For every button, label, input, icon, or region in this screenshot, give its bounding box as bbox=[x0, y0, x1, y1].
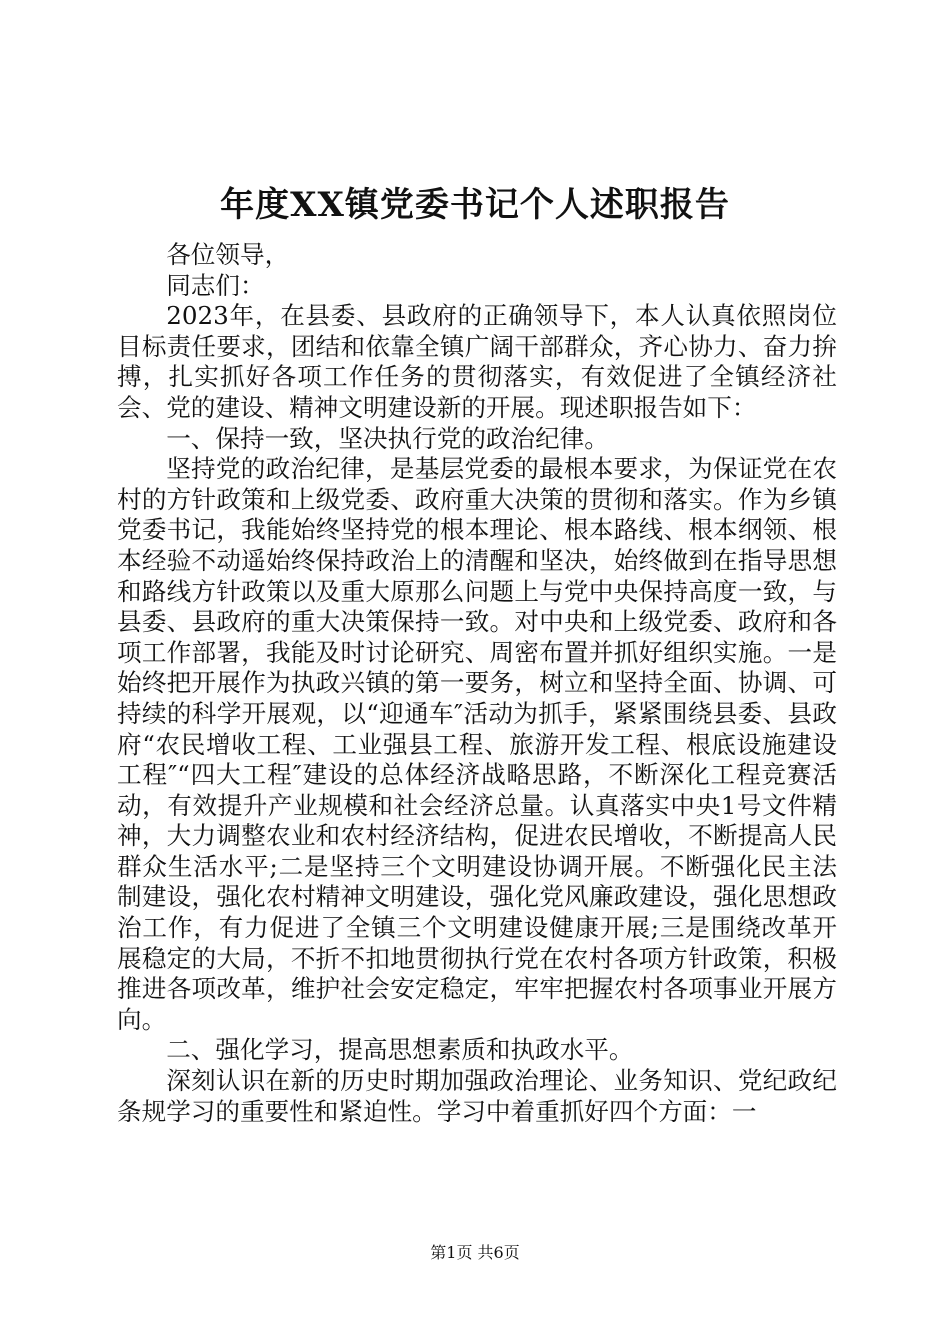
section-heading-1: 一、保持一致，坚决执行党的政治纪律。 bbox=[166, 423, 609, 453]
salutation-leaders: 各位领导， bbox=[166, 240, 290, 269]
intro-paragraph: 2023年，在县委、县政府的正确领导下，本人认真依照岗位目标责任要求，团结和依靠全镇广阔干部群众，齐心协力、奋力拚搏，扎实抓好各项工作任务的贯彻落实，有效促进了全镇经济社会、党的建设、精神文明建设新的开展。现述职报告如下： bbox=[117, 301, 837, 422]
section-1-paragraph: 坚持党的政治纪律，是基层党委的最根本要求，为保证党在农村的方针政策和上级党委、政府重大决策的贯彻和落实。作为乡镇党委书记，我能始终坚持党的根本理论、根本路线、根本纲领、根本经验不动遥始终保持政治上的清醒和坚决，始终做到在指导思想和路线方针政策以及重大原那么问题上与党中央保持高度一致，与县委、县政府的重大决策保持一致。对中央和上级党委、政府和各项工作部署，我能及时讨论研究、周密布置并抓好组织实施。一是始终把开展作为执政兴镇的第一要务，树立和坚持全面、协调、可持续的科学开展观，以“迎通车″活动为抓手，紧紧围绕县委、县政府“农民增收工程、工业强县工程、旅游开发工程、根底设施建设工程″“四大工程″建设的总体经济战略思路，不断深化工程竞赛活动，有效提升产业规模和社会经济总量。认真落实中央1号文件精神，大力调整农业和农村经济结构，促进农民增收，不断提高人民群众生活水平;二是坚持三个文明建设协调开展。不断强化民主法制建设，强化农村精神文明建设，强化党风廉政建设，强化思想政治工作，有力促进了全镇三个文明建设健康开展;三是围绕改革开展稳定的大局，不折不扣地贯彻执行党在农村各项方针政策，积极推进各项改革，维护社会安定稳定，牢牢把握农村各项事业开展方向。 bbox=[117, 454, 837, 1034]
document-title: 年度XX镇党委书记个人述职报告 bbox=[220, 185, 730, 225]
page-number-footer: 第1页 共6页 bbox=[430, 1243, 520, 1262]
section-2-paragraph: 深刻认识在新的历史时期加强政治理论、业务知识、党纪政纪条规学习的重要性和紧迫性。学习中着重抓好四个方面：一 bbox=[117, 1066, 837, 1126]
salutation-comrades: 同志们： bbox=[166, 270, 265, 300]
document-body bbox=[117, 240, 837, 1127]
section-heading-2: 二、强化学习，提高思想素质和执政水平。 bbox=[166, 1035, 634, 1065]
